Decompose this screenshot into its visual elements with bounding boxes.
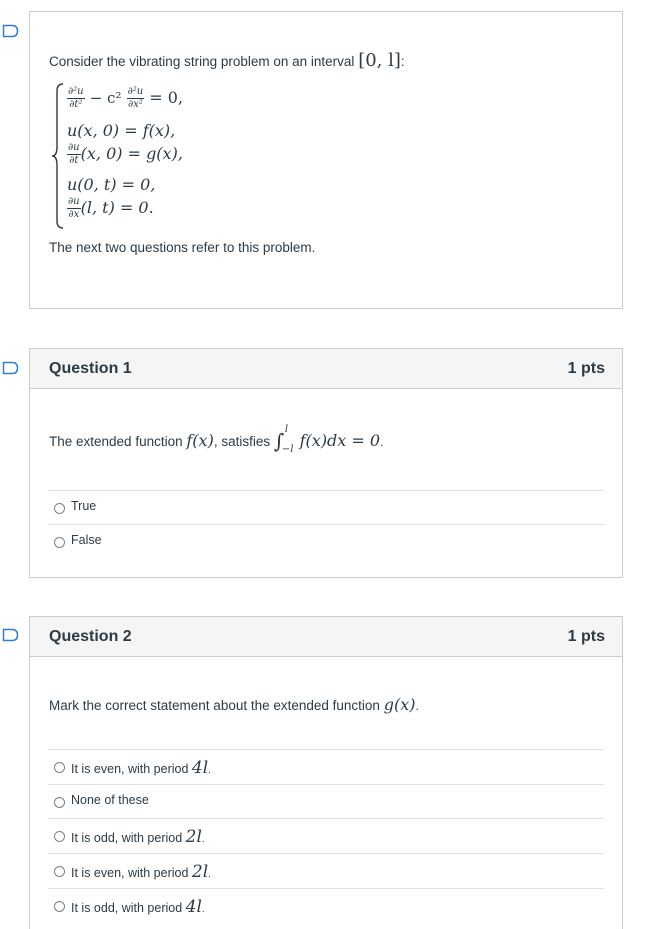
integral-lower: −l [281, 444, 294, 456]
ic1-line: u(x, 0) = f(x), [67, 121, 176, 140]
answer-math: 4l [191, 758, 209, 778]
frac-num: ∂²u [68, 86, 84, 97]
prompt-text: Mark the correct statement about the extended function [49, 698, 380, 713]
frac-num: ∂u [68, 196, 80, 207]
radio-button[interactable] [54, 901, 65, 912]
flag-icon[interactable] [2, 24, 19, 38]
answer-end: . [208, 869, 211, 880]
interval: [0, l] [358, 50, 401, 71]
integrand: f(x)dx = 0 [299, 431, 381, 450]
ic2-rest: (x, 0) = g(x), [80, 144, 183, 163]
frac-num: ∂u [68, 142, 80, 153]
radio-button[interactable] [54, 866, 65, 877]
answer-label [71, 758, 211, 778]
frac-du-dx [67, 197, 81, 220]
intro-lead-text: Consider the vibrating string problem on an interval [49, 54, 355, 69]
answer-end: . [208, 765, 211, 776]
answer-label [71, 793, 149, 807]
frac-den: ∂x [68, 209, 80, 220]
answer-option[interactable] [48, 888, 604, 922]
frac-num: ∂²u [127, 86, 144, 97]
radio-button[interactable] [54, 831, 65, 842]
intro-card [29, 11, 623, 309]
answer-label [71, 897, 205, 917]
frac-den: ∂x² [127, 99, 143, 110]
question-2-card [29, 616, 623, 929]
intro-lead [49, 50, 405, 71]
bc2-line [67, 197, 154, 220]
answer-label: True [71, 499, 97, 513]
frac-d2u-dx2 [127, 87, 145, 110]
prompt-text-b: , satisfies [213, 434, 271, 449]
frac-den: ∂t² [69, 99, 83, 110]
radio-button[interactable] [54, 762, 65, 773]
intro-note: The next two questions refer to this problem. [49, 240, 316, 255]
question-1-header [30, 349, 622, 389]
frac-den: ∂t [69, 155, 79, 166]
answer-option[interactable] [48, 749, 604, 783]
answer-end: . [201, 834, 205, 845]
radio-button[interactable] [54, 797, 65, 808]
question-2-points: 1 pts [567, 628, 605, 645]
answer-math: 4l [185, 897, 202, 917]
answer-option[interactable] [48, 818, 604, 852]
flag-icon[interactable] [2, 361, 19, 375]
prompt-period: . [380, 435, 384, 449]
gx-math: g(x) [383, 695, 416, 714]
answer-option[interactable] [48, 853, 604, 887]
bc2-rest: (l, t) = 0. [80, 198, 154, 217]
frac-d2u-dt2 [67, 87, 85, 110]
question-2-prompt [49, 695, 419, 714]
radio-button[interactable] [54, 503, 65, 514]
flag-icon[interactable] [2, 628, 19, 642]
answer-end: . [201, 904, 205, 915]
colon: : [400, 54, 405, 69]
answer-option[interactable] [48, 784, 604, 818]
question-1-prompt [49, 424, 384, 456]
question-2-title: Question 2 [49, 628, 132, 645]
answer-label [71, 862, 211, 882]
prompt-text: The extended function [49, 434, 183, 449]
frac-du-dt [67, 143, 81, 166]
question-1-card [29, 348, 623, 578]
integral-symbol: ∫ [273, 429, 285, 454]
answer-math: 2l [191, 862, 209, 882]
pde-rest: = 0, [149, 88, 184, 107]
radio-button[interactable] [54, 537, 65, 548]
answer-label [71, 827, 205, 847]
answer-option[interactable] [48, 490, 604, 524]
prompt-period: . [415, 699, 419, 713]
answer-math: 2l [185, 827, 202, 847]
ic2-line [67, 143, 183, 166]
fx-math: f(x) [186, 431, 214, 450]
integral-sign [273, 424, 296, 456]
answer-text: None of these [71, 793, 149, 807]
answer-option[interactable] [48, 524, 604, 558]
bc1-line: u(0, t) = 0, [67, 175, 156, 194]
brace-icon [51, 83, 65, 229]
question-1-points: 1 pts [567, 360, 605, 377]
question-2-header [30, 617, 622, 657]
answer-text: It is odd, with period [71, 831, 183, 845]
answer-text: It is odd, with period [71, 901, 183, 915]
question-1-title: Question 1 [49, 360, 132, 377]
c-squared: − c² [89, 89, 122, 107]
answer-text: It is even, with period [71, 866, 189, 880]
answer-label: False [71, 533, 102, 547]
pde-line [67, 87, 183, 110]
integral-upper: l [284, 424, 289, 436]
answer-text: It is even, with period [71, 762, 189, 776]
